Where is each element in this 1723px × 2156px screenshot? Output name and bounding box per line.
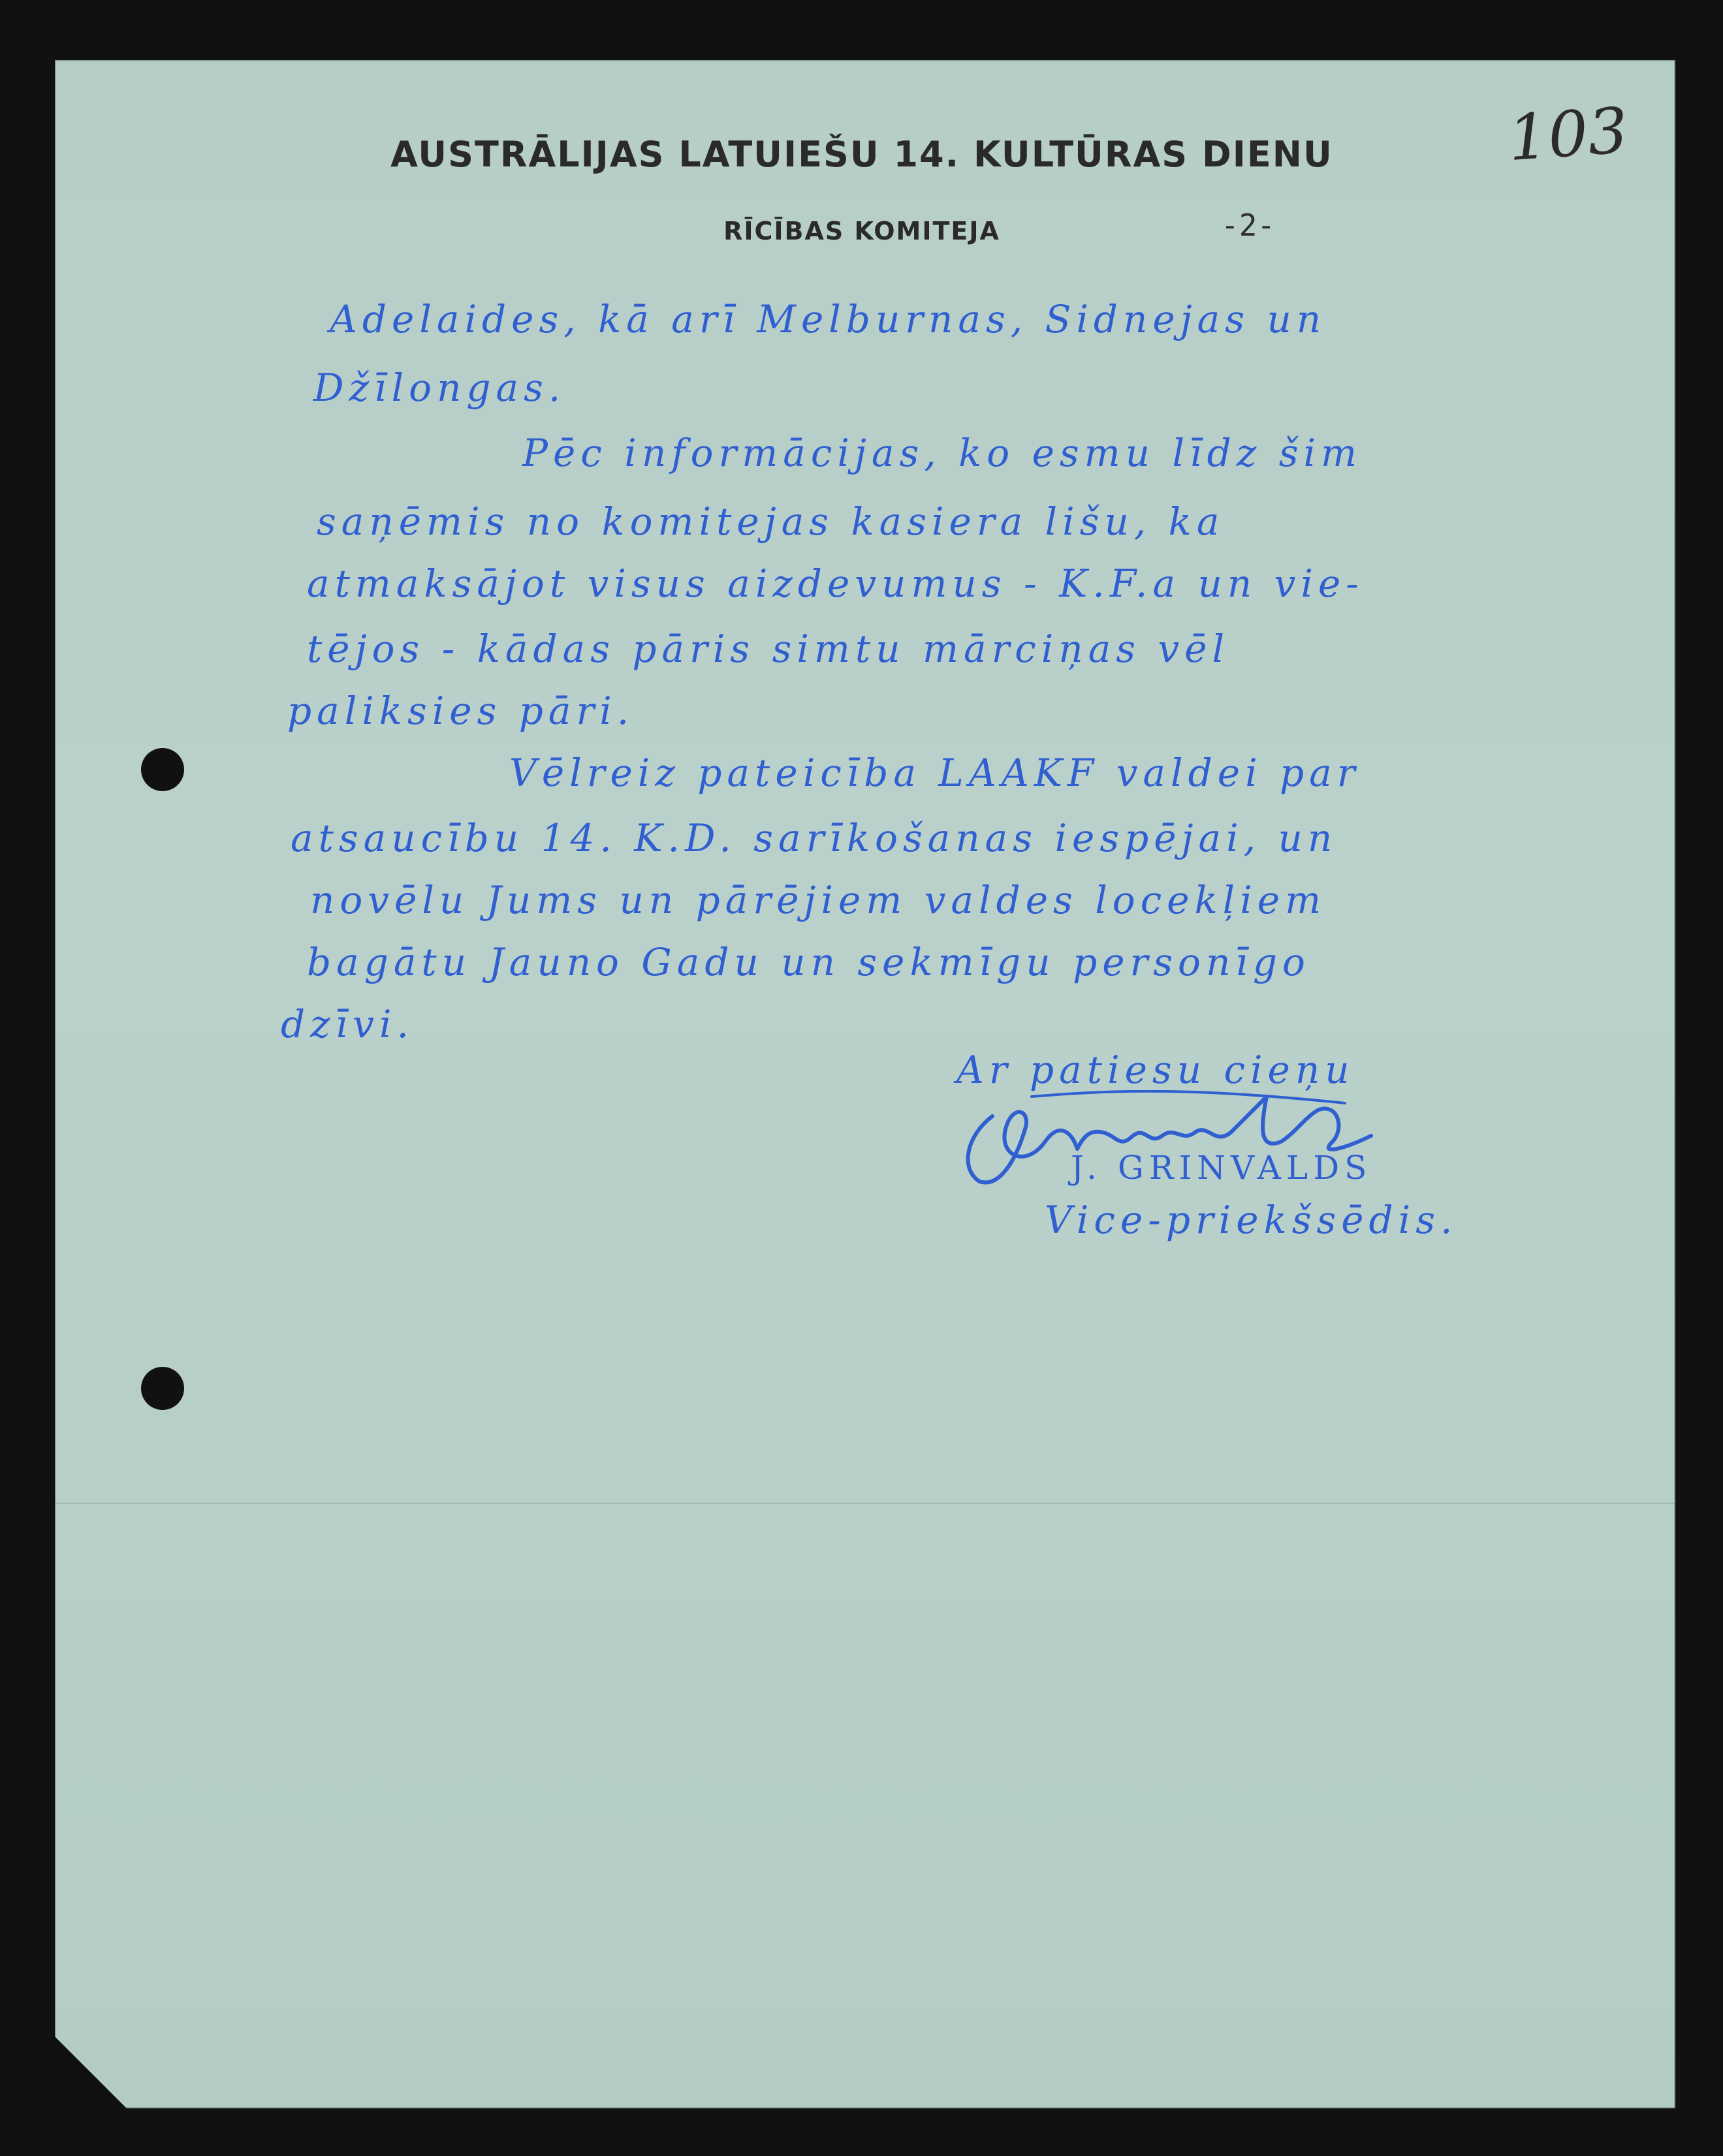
- body-line-3: Pēc informācijas, ko esmu līdz šim: [522, 431, 1363, 475]
- body-line-8: Vēlreiz pateicība LAAKF valdei par: [509, 751, 1361, 795]
- fold-crease: [55, 1503, 1675, 1504]
- archive-number: 103: [1506, 93, 1630, 176]
- closing-salutation: Ar patiesu cieņu: [956, 1048, 1355, 1092]
- punch-hole-upper: [141, 748, 184, 791]
- body-line-7: paliksies pāri.: [287, 689, 635, 733]
- body-line-1: Adelaides, kā arī Melburnas, Sidnejas un: [330, 297, 1327, 341]
- body-line-10: novēlu Jums un pārējiem valdes locekļiem: [310, 878, 1327, 922]
- body-line-12: dzīvi.: [281, 1002, 414, 1046]
- letterhead-subtitle: RĪCĪBAS KOMITEJA: [723, 217, 1000, 245]
- body-line-2: Džīlongas.: [313, 366, 566, 410]
- letterhead-title: AUSTRĀLIJAS LATUIEŠU 14. KULTŪRAS DIENU: [390, 134, 1333, 175]
- body-line-6: tējos - kādas pāris simtu mārciņas vēl: [307, 627, 1230, 671]
- corner-fold: [55, 2037, 127, 2108]
- body-line-11: bagātu Jauno Gadu un sekmīgu personīgo: [307, 940, 1310, 984]
- punch-hole-lower: [141, 1367, 184, 1410]
- body-line-9: atsaucību 14. K.D. sarīkošanas iespējai, un: [291, 816, 1338, 860]
- body-line-5: atmaksājot visus aizdevumus - K.F.a un vie-: [307, 561, 1364, 606]
- letter-page: [55, 60, 1675, 2108]
- signatory-name: J. GRINVALDS: [1071, 1149, 1372, 1187]
- body-line-4: saņēmis no komitejas kasiera lišu, ka: [317, 499, 1225, 544]
- signatory-role: Vice-priekšsēdis.: [1045, 1198, 1458, 1242]
- page-number: -2-: [1221, 208, 1276, 243]
